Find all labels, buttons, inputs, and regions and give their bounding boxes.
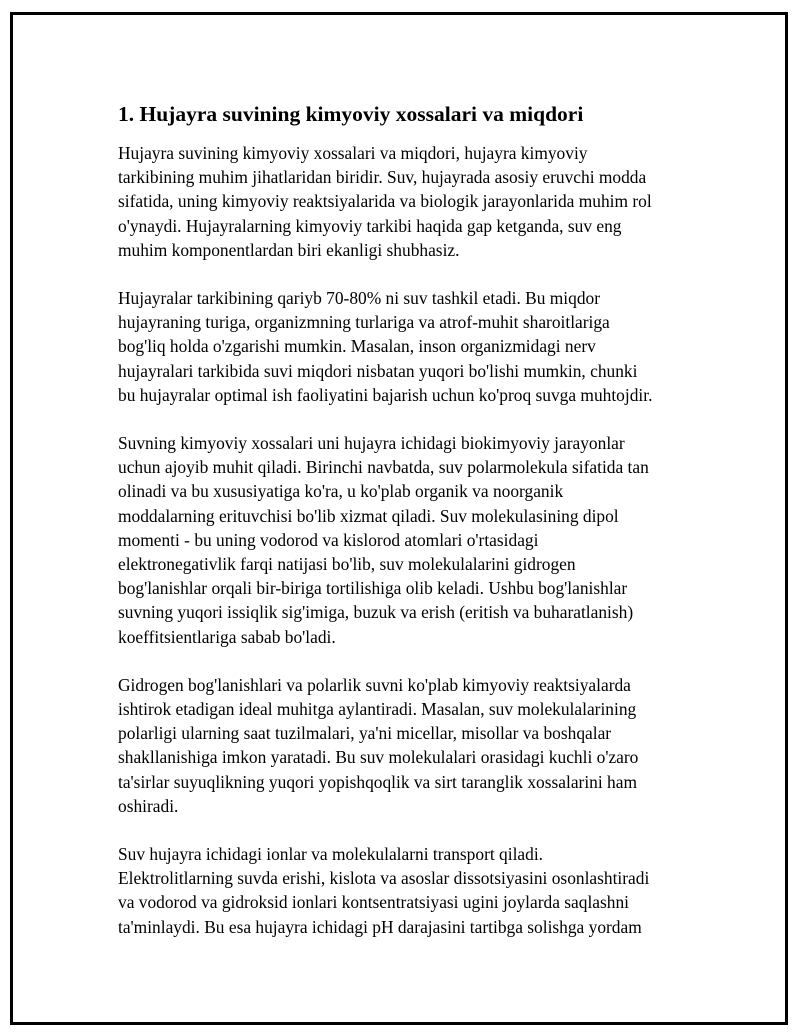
text-line: o'ynaydi. Hujayralarning kimyoviy tarkibi haqida gap ketganda, suv eng (118, 215, 622, 236)
text-line: Gidrogen bog'lanishlari va polarlik suvni ko'plab kimyoviy reaktsiyalarda (118, 674, 631, 695)
text-line: muhim komponentlardan biri ekanligi shubhasiz. (118, 239, 460, 260)
text-line: shakllanishiga imkon yaratadi. Bu suv molekulalari orasidagi kuchli o'zaro (118, 747, 639, 768)
text-line: ta'minlaydi. Bu esa hujayra ichidagi pH darajasini tartibga solishga yordam (118, 916, 642, 937)
text-line: ta'sirlar suyuqlikning yuqori yopishqoqlik va sirt taranglik xossalarini ham (118, 771, 637, 792)
text-line: bu hujayralar optimal ish faoliyatini bajarish uchun ko'proq suvga muhtojdir. (118, 384, 653, 405)
paragraph (118, 141, 698, 262)
page-frame (10, 12, 788, 1025)
text-line: hujayralari tarkibida suvi miqdori nisbatan yuqori bo'lishi mumkin, chunki (118, 360, 638, 381)
text-line: olinadi va bu xususiyatiga ko'ra, u ko'plab organik va noorganik (118, 481, 564, 502)
text-line: ishtirok etadigan ideal muhitga aylantiradi. Masalan, suv molekulalarining (118, 699, 637, 720)
text-line: polarligi ularning saat tuzilmalari, ya'ni micellar, misollar va boshqalar (118, 723, 612, 744)
paragraph (118, 673, 698, 818)
text-line: uchun ajoyib muhit qiladi. Birinchi navbatda, suv polarmolekula sifatida tan (118, 457, 649, 478)
text-line: koeffitsientlariga sabab bo'ladi. (118, 626, 336, 647)
text-line: elektronegativlik farqi natijasi bo'lib, suv molekulalarini gidrogen (118, 554, 576, 575)
text-line: oshiradi. (118, 795, 179, 816)
text-line: tarkibining muhim jihatlaridan biridir. Suv, hujayrada asosiy eruvchi modda (118, 167, 647, 188)
text-line: Suvning kimyoviy xossalari uni hujayra ichidagi biokimyoviy jarayonlar (118, 433, 625, 454)
text-line: bog'lanishlar orqali bir-biriga tortilishiga olib keladi. Ushbu bog'lanishlar (118, 578, 628, 599)
text-line: suvning yuqori issiqlik sig'imiga, buzuk va erish (eritish va buharatlanish) (118, 602, 634, 623)
text-line: Hujayralar tarkibining qariyb 70-80% ni suv tashkil etadi. Bu miqdor (118, 288, 601, 309)
text-line: va vodorod va gidroksid ionlari kontsentratsiyasi ugini joylarda saqlashni (118, 892, 630, 913)
text-line: Elektrolitlarning suvda erishi, kislota va asoslar dissotsiyasini osonlashtiradi (118, 868, 650, 889)
text-line: Hujayra suvining kimyoviy xossalari va miqdori, hujayra kimyoviy (118, 143, 588, 163)
paragraphs-container (118, 141, 698, 939)
text-line: momenti - bu uning vodorod va kislorod atomlari o'rtasidagi (118, 529, 539, 550)
text-line: Suv hujayra ichidagi ionlar va molekulalarni transport qiladi. (118, 844, 543, 865)
paragraph (118, 431, 698, 649)
text-line: bog'liq holda o'zgarishi mumkin. Masalan, inson organizmidagi nerv (118, 336, 596, 357)
paragraph (118, 286, 698, 407)
text-line: hujayraning turiga, organizmning turlariga va atrof-muhit sharoitlariga (118, 312, 610, 333)
document-body (118, 101, 698, 963)
paragraph (118, 842, 698, 939)
text-line: sifatida, uning kimyoviy reaktsiyalarida va biologik jarayonlarida muhim rol (118, 191, 652, 212)
section-heading: 1. Hujayra suvining kimyoviy xossalari va miqdori (118, 102, 584, 126)
text-line: moddalarning erituvchisi bo'lib xizmat qiladi. Suv molekulasining dipol (118, 505, 619, 526)
